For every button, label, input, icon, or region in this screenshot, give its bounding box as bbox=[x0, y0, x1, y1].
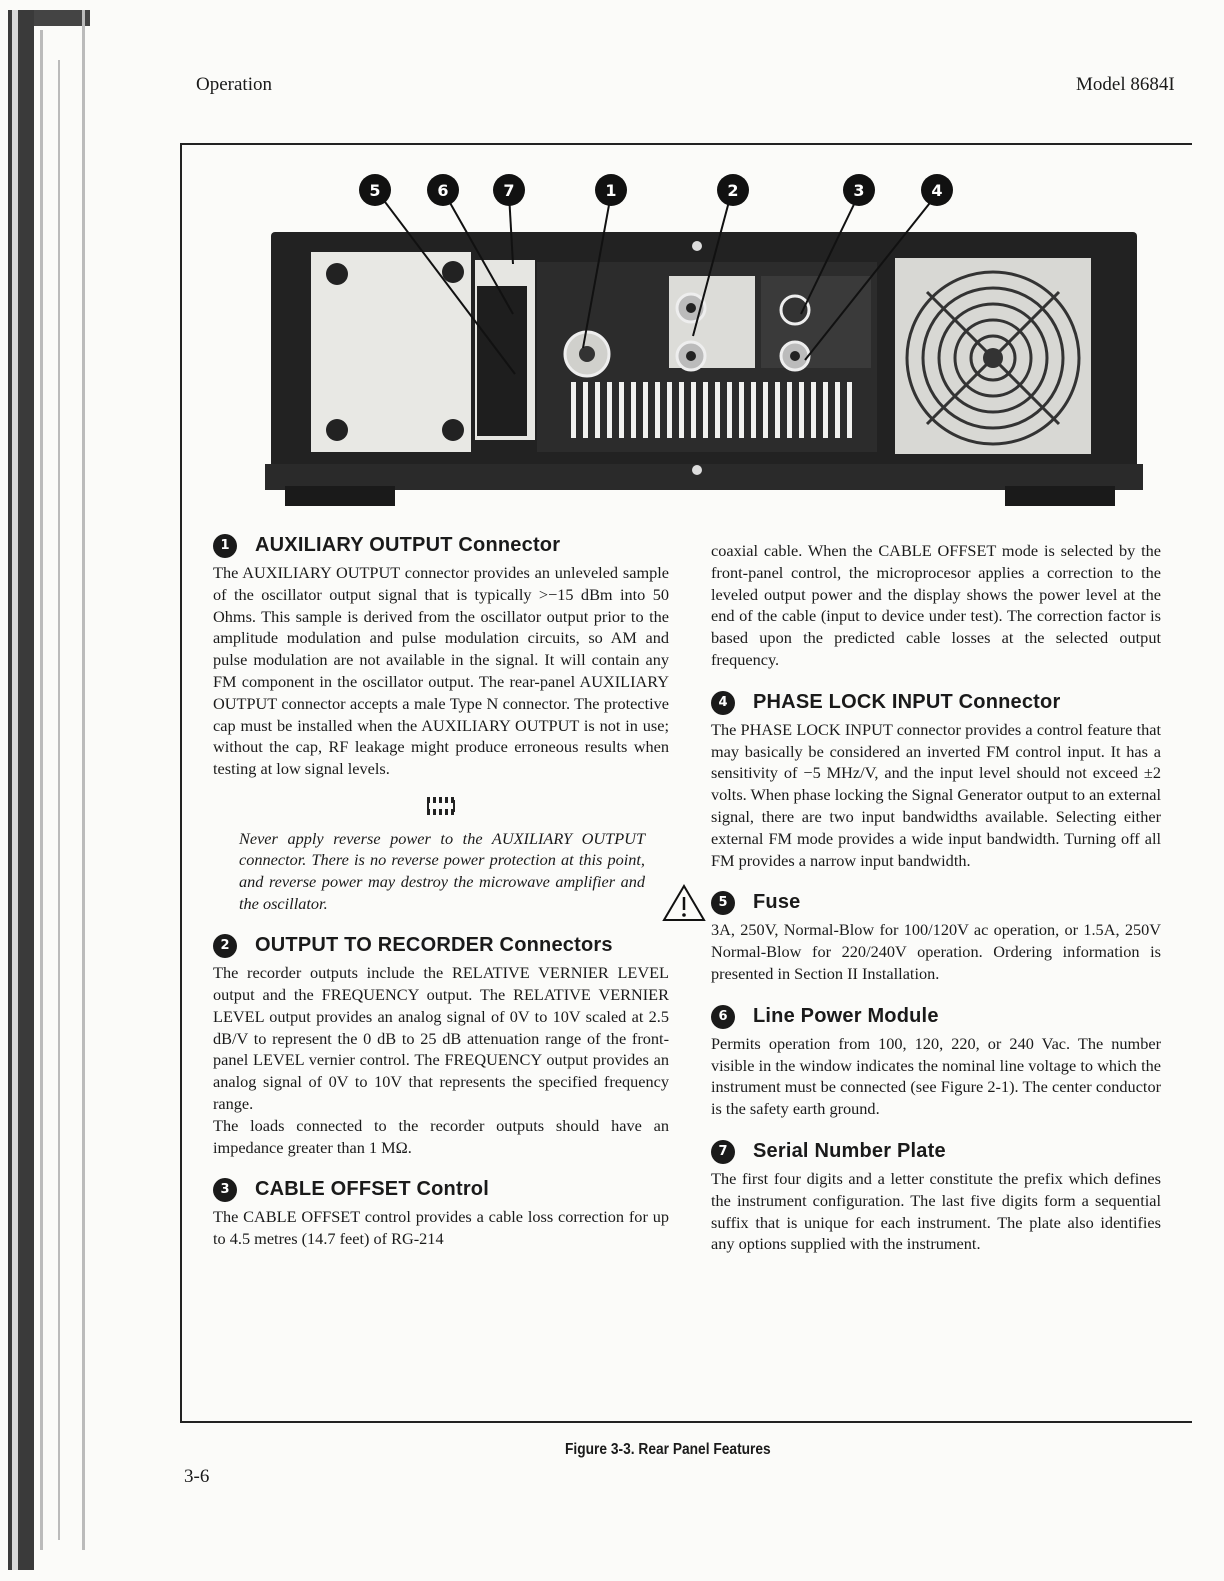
section-3-continued: coaxial cable. When the CABLE OFFSET mode is selected by the front-panel control, the microprocesor applies a correction to the leveled output power and the display shows the power level at the end of the cable (input to device under test). The correction factor is based upon the predicted cable losses at the selected output frequency. bbox=[711, 541, 1161, 669]
section-1-text: The AUXILIARY OUTPUT connector provides an unleveled sample of the oscillator output signal that is typically >−15 dBm into 50 Ohms. This sample is derived from the oscillator output prior to the amplitude modulation and pulse modulation circuits, so AM and pulse modulation are not available in the signal. It will contain any FM component in the oscillator output. The rear-panel AUXILIARY OUTPUT connector accepts a male Type N connector. The protective cap must be installed when the AUXILIARY OUTPUT is not in use; without the cap, RF leakage might produce erroneous results when testing at low signal levels. bbox=[213, 563, 669, 779]
svg-text:5: 5 bbox=[369, 181, 381, 200]
svg-text:6: 6 bbox=[437, 181, 449, 200]
svg-text:7: 7 bbox=[503, 181, 515, 200]
running-header-section: Operation bbox=[196, 74, 272, 95]
section-4-number: 4 bbox=[711, 691, 735, 715]
section-4-heading bbox=[711, 691, 1161, 715]
caution-label bbox=[427, 800, 455, 812]
section-1-title: AUXILIARY OUTPUT Connector bbox=[255, 534, 561, 557]
section-3-heading bbox=[213, 1178, 669, 1202]
page-number: 3-6 bbox=[184, 1466, 210, 1487]
section-5-heading bbox=[711, 891, 1161, 915]
section-6-text: Permits operation from 100, 120, 220, or 240 Vac. The number visible in the window indicates the nominal line voltage to which the instrument must be connected (see Figure 2-1). The center conductor is the safety earth ground. bbox=[711, 1033, 1161, 1119]
section-7-text: The first four digits and a letter constitute the prefix which defines the instrument configuration. The last five digits form a sequential suffix that is unique for each instrument. The plate also identifies any options supplied with the instrument. bbox=[711, 1168, 1161, 1254]
section-3-text: The CABLE OFFSET control provides a cable loss correction for up to 4.5 metres (14.7 feet) of RG-214 bbox=[213, 1207, 669, 1249]
section-2-title: OUTPUT TO RECORDER Connectors bbox=[255, 934, 613, 957]
section-3-number: 3 bbox=[213, 1178, 237, 1202]
figure-caption: Figure 3-3. Rear Panel Features bbox=[565, 1441, 771, 1458]
section-1-number: 1 bbox=[213, 534, 237, 558]
section-2-text-2: The loads connected to the recorder outputs should have an impedance greater than 1 MΩ. bbox=[213, 1115, 669, 1157]
svg-text:2: 2 bbox=[727, 181, 739, 200]
section-2-text: The recorder outputs include the RELATIVE VERNIER LEVEL output and the FREQUENCY output. The RELATIVE VERNIER LEVEL output provides an analog signal of 0V to 10V scaled at 2.5 dB/V to represent the 0 dB to 25 dB attenuation range of the front-panel LEVEL vernier control. The FREQUENCY output provides an analog signal of 0V to 10V that represents the specified frequency range. bbox=[213, 963, 669, 1113]
warning-triangle-icon bbox=[661, 883, 707, 923]
section-6-number: 6 bbox=[711, 1005, 735, 1029]
section-5-text: 3A, 250V, Normal-Blow for 100/120V ac operation, or 1.5A, 250V Normal-Blow for 220/240V operation. Ordering information is presented in Section II Installation. bbox=[711, 920, 1161, 983]
section-2-number: 2 bbox=[213, 934, 237, 958]
right-column bbox=[711, 540, 1161, 1255]
section-7-heading bbox=[711, 1140, 1161, 1164]
svg-text:1: 1 bbox=[605, 181, 617, 200]
section-3-title: CABLE OFFSET Control bbox=[255, 1178, 489, 1201]
section-7-title: Serial Number Plate bbox=[753, 1140, 946, 1163]
section-1-heading bbox=[213, 534, 669, 558]
section-5-title: Fuse bbox=[753, 891, 801, 914]
section-4-title: PHASE LOCK INPUT Connector bbox=[753, 690, 1061, 713]
left-column bbox=[213, 534, 669, 1250]
caution-text: Never apply reverse power to the AUXILIARY OUTPUT connector. There is no reverse power protection at this point, and reverse power may destroy the microwave amplifier and the oscillator. bbox=[239, 828, 645, 913]
running-header-model: Model 8684I bbox=[1076, 74, 1175, 95]
svg-text:4: 4 bbox=[931, 181, 943, 200]
section-4-text: The PHASE LOCK INPUT connector provides a control feature that may basically be considered an inverted FM control input. It has a sensitivity of −5 MHz/V, and the input level should not exceed ±2 volts. When phase locking the Signal Generator output to an external signal, there are two input bandwidths available. Selecting either external FM mode provides a wide input bandwidth. Turning off all FM provides a narrow input bandwidth. bbox=[711, 719, 1161, 870]
section-5-number: 5 bbox=[711, 891, 735, 915]
section-7-number: 7 bbox=[711, 1140, 735, 1164]
section-6-heading bbox=[711, 1005, 1161, 1029]
rear-panel-photo bbox=[265, 168, 1145, 513]
section-6-title: Line Power Module bbox=[753, 1004, 939, 1027]
section-2-heading bbox=[213, 934, 669, 958]
svg-text:3: 3 bbox=[853, 181, 865, 200]
binding-edge bbox=[0, 0, 90, 1581]
